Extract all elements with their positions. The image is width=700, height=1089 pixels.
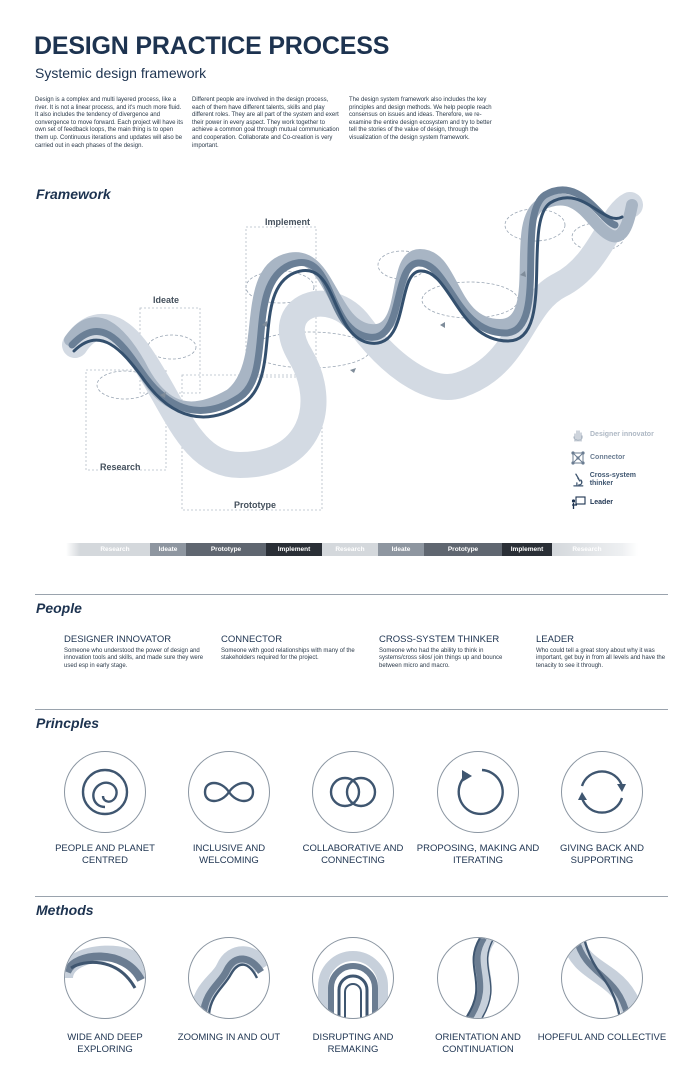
method-label: ZOOMING IN AND OUT xyxy=(177,1032,281,1043)
overlap-circles-icon xyxy=(313,752,393,832)
role-name: DESIGNER INNOVATOR xyxy=(64,634,172,645)
bar-segment: Implement xyxy=(502,543,552,556)
wide-curve-icon xyxy=(65,938,145,1018)
people-role-designer-innovator xyxy=(64,634,204,670)
section-divider xyxy=(35,709,668,710)
people-role-leader xyxy=(536,634,676,670)
framework-section-title: Framework xyxy=(36,186,111,202)
principle-label: PROPOSING, MAKING AND ITERATING xyxy=(416,843,540,866)
people-role-connector xyxy=(221,634,361,663)
stage-label-research: Research xyxy=(100,462,141,472)
intro-paragraph-process: Design is a complex and multi layered process, like a river. It is not a linear process, and it's much more fluid. It also includes the tendency of divergence and convergence to move forward. Each project will have its own set of feedback loops, the main thing is to open them up. Continuous iterations and updates will also be carried out in each phases of the design. xyxy=(35,97,184,149)
method-circle xyxy=(561,937,643,1019)
role-name: LEADER xyxy=(536,634,575,645)
intro-paragraph-system: The design system framework also includes the key principles and design methods. We help people reach consensus on issues and ideas. Therefore, we re-examine the entire design ecosystem and try to better tell the stories of the value of design, through the visualization of the design system framework. xyxy=(349,97,492,141)
section-divider xyxy=(35,896,668,897)
bar-segment: Ideate xyxy=(150,543,186,556)
method-label: DISRUPTING AND REMAKING xyxy=(312,1032,394,1055)
role-description: Someone with good relationships with many of the stakeholders required for the project. xyxy=(221,648,355,662)
presenter-icon xyxy=(570,495,586,511)
flow-lines-icon xyxy=(438,938,518,1018)
bar-segment: Ideate xyxy=(378,543,424,556)
stage-label-implement: Implement xyxy=(265,217,311,227)
hand-icon xyxy=(570,427,586,443)
people-role-cross-system-thinker xyxy=(379,634,519,670)
microscope-icon xyxy=(570,472,586,488)
legend-label: Designer innovator xyxy=(590,431,654,438)
s-curve-icon xyxy=(189,938,269,1018)
method-circle xyxy=(188,937,270,1019)
role-description: Someone who had the ability to think in systems/cross silos/ join things up and bounce between micro and macro. xyxy=(379,648,503,669)
principle-circle xyxy=(437,751,519,833)
principle-circle xyxy=(561,751,643,833)
principle-circle xyxy=(188,751,270,833)
stage-label-ideate: Ideate xyxy=(153,295,180,305)
legend-designer-innovator xyxy=(570,424,660,446)
method-label: WIDE AND DEEP EXPLORING xyxy=(67,1032,143,1055)
role-description: Who could tell a great story about why it was important, get buy in from all levels and have the tenacity to see it through. xyxy=(536,648,666,669)
section-divider xyxy=(35,594,668,595)
bar-fade-start xyxy=(66,543,80,556)
principle-label: PEOPLE AND PLANET CENTRED xyxy=(55,843,155,866)
legend-cross-system-thinker xyxy=(570,469,660,491)
loop-arrow-icon xyxy=(438,752,518,832)
stage-timeline-bar xyxy=(66,543,638,556)
bar-segment: Research xyxy=(80,543,150,556)
page-subtitle: Systemic design framework xyxy=(35,65,207,81)
principles-section-title: Princples xyxy=(36,715,100,731)
bar-segment: Research xyxy=(322,543,378,556)
principle-circle xyxy=(64,751,146,833)
principle-label: COLLABORATIVE AND CONNECTING xyxy=(302,843,404,866)
legend-label: Leader xyxy=(590,499,613,506)
spiral-icon xyxy=(65,752,145,832)
method-circle xyxy=(64,937,146,1019)
cycle-arrows-icon xyxy=(562,752,642,832)
intro-paragraph-people: Different people are involved in the design process, each of them have different talents, skills and play different roles. They are all part of the system and exert their power in every aspect. They work together to achieve a common goal through mutual communication and cooperation. Collaborate and Co-creation is very important. xyxy=(192,97,340,149)
method-circle xyxy=(437,937,519,1019)
role-name: CONNECTOR xyxy=(221,634,283,645)
page-title: DESIGN PRACTICE PROCESS xyxy=(34,32,390,60)
principle-circle xyxy=(312,751,394,833)
network-icon xyxy=(570,450,586,466)
principle-label: GIVING BACK AND SUPPORTING xyxy=(560,843,644,866)
infinity-icon xyxy=(189,752,269,832)
legend-label: Connector xyxy=(590,454,625,461)
bar-segment: Research xyxy=(552,543,622,556)
nested-arch-icon xyxy=(313,938,393,1018)
principle-label: INCLUSIVE AND WELCOMING xyxy=(192,843,266,866)
bar-segment: Prototype xyxy=(424,543,502,556)
bar-fade-end xyxy=(622,543,638,556)
legend-label: Cross-system thinker xyxy=(589,472,637,487)
methods-section-title: Methods xyxy=(36,902,94,918)
legend-leader xyxy=(570,492,660,514)
stage-label-prototype: Prototype xyxy=(234,500,277,510)
people-section-title: People xyxy=(36,600,82,616)
method-label: HOPEFUL AND COLLECTIVE xyxy=(537,1032,667,1043)
method-label: ORIENTATION AND CONTINUATION xyxy=(435,1032,521,1055)
role-description: Someone who understood the power of design and innovation tools and skills, and made sure they were used esp in early stage. xyxy=(64,648,204,669)
legend-connector xyxy=(570,447,660,469)
method-circle xyxy=(312,937,394,1019)
bar-segment: Implement xyxy=(266,543,322,556)
role-name: CROSS-SYSTEM THINKER xyxy=(379,634,500,645)
bar-segment: Prototype xyxy=(186,543,266,556)
river-band-icon xyxy=(562,938,642,1018)
